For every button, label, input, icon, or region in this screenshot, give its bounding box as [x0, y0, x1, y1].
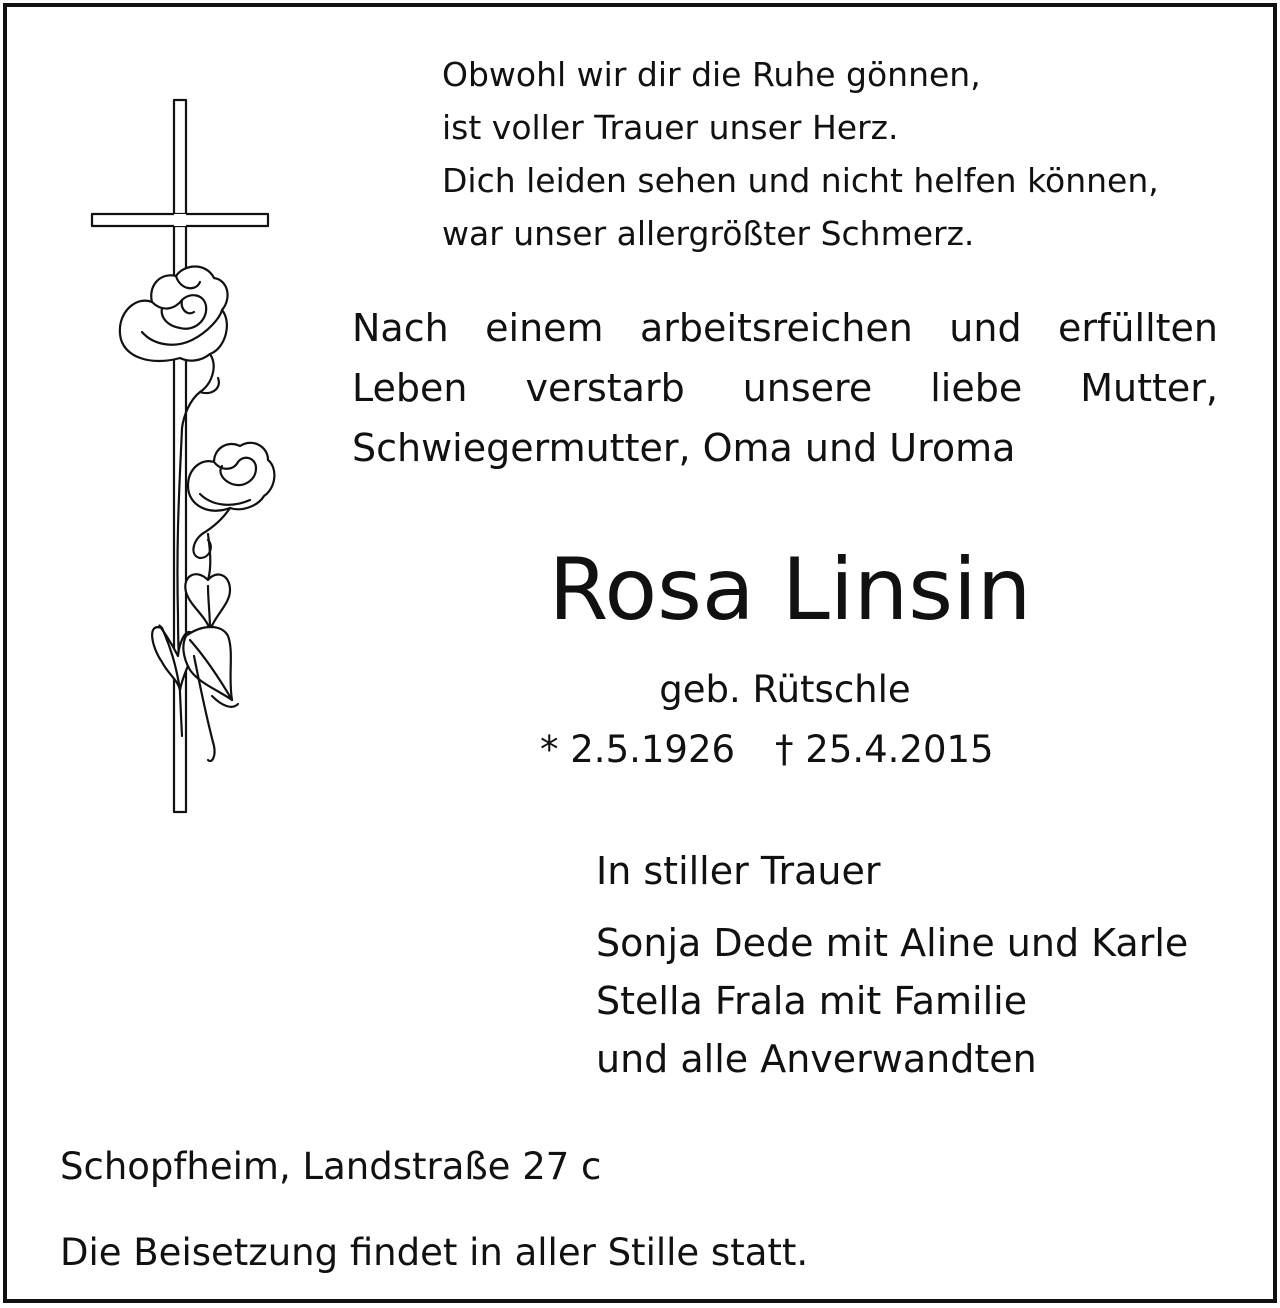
- mourners-block: [596, 842, 1236, 1088]
- mourner-line: Stella Frala mit Familie: [596, 979, 1028, 1023]
- burial-notice: Die Beisetzung findet in aller Stille statt.: [60, 1231, 809, 1274]
- cross-with-roses-icon: [82, 96, 282, 816]
- poem-line: Dich leiden sehen und nicht helfen können,: [442, 161, 1159, 200]
- birth-date: * 2.5.1926: [540, 728, 736, 771]
- maiden-name: geb. Rütschle: [659, 668, 911, 711]
- death-date: † 25.4.2015: [775, 728, 994, 771]
- poem: [442, 48, 1242, 260]
- intro-line: Leben verstarb unsere liebe Mutter,: [352, 366, 1218, 410]
- death-announcement-text: [352, 298, 1218, 478]
- poem-line: ist voller Trauer unser Herz.: [442, 108, 899, 147]
- intro-line: Schwiegermutter, Oma und Uroma: [352, 426, 1016, 470]
- poem-line: war unser allergrößter Schmerz.: [442, 214, 975, 253]
- life-dates: [540, 722, 1040, 778]
- poem-line: Obwohl wir dir die Ruhe gönnen,: [442, 55, 981, 94]
- mourning-lead: In stiller Trauer: [596, 849, 881, 893]
- address: Schopfheim, Landstraße 27 c: [60, 1145, 602, 1188]
- mourner-line: und alle Anverwandten: [596, 1037, 1037, 1081]
- mourner-line: Sonja Dede mit Aline und Karle: [596, 921, 1189, 965]
- deceased-name: Rosa Linsin: [548, 540, 1032, 640]
- intro-line: Nach einem arbeitsreichen und erfüllten: [352, 306, 1218, 350]
